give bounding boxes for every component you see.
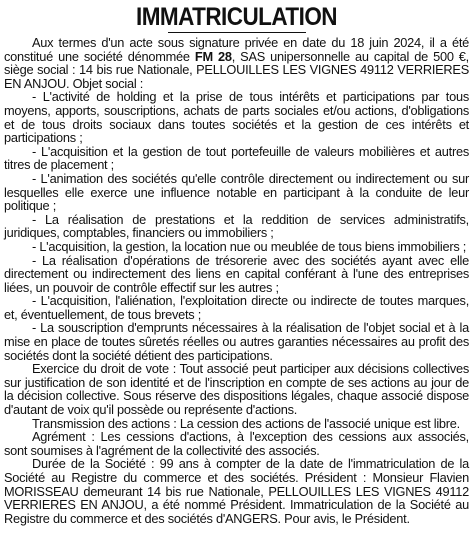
object-item-services: - La réalisation de prestations et la reddition de services administratifs, juridiques, comptables, financiers ou immobiliers ; bbox=[4, 211, 469, 241]
object-item-portfolio: - L'acquisition et la gestion de tout portefeuille de valeurs mobilières et autres titres de placement ; bbox=[4, 143, 469, 173]
object-item-real-estate: - L'acquisition, la gestion, la location nue ou meublée de tous biens immobiliers ; bbox=[32, 238, 467, 254]
clause-share-transfer: Transmission des actions : La cession des actions de l'associé unique est libre. bbox=[32, 415, 460, 431]
title-underline bbox=[168, 32, 306, 33]
object-item-holding: - L'activité de holding et la prise de tous intérêts et participations par tous moyens, apports, souscriptions, achats de parts sociales et/ou actions, d'obligations et de tous droits sociaux dans toutes sociétés et la gestion de ces intérêts et participations ; bbox=[4, 89, 469, 146]
intro-text-before: Aux termes d'un acte sous signature privée en date du 18 juin 2024, il a été constitué une société dénommée bbox=[4, 35, 469, 64]
clause-approval: Agrément : Les cessions d'actions, à l'exception des cessions aux associés, sont soumises à l'agrément de la collectivité des associés. bbox=[4, 429, 469, 458]
intro-text-after: , SAS unipersonnelle au capital de 500 €, siège social : 14 bis rue Nationale, PELLOUILLES LES VIGNES 49112 VERRIERES EN ANJOU. Objet social : bbox=[4, 48, 469, 91]
clause-voting-rights: Exercice du droit de vote : Tout associé peut participer aux décisions collectives sur justification de son identité et de l'inscription en compte de ses actions au jour de la décision collective. Sous réserve des dispositions légales, chaque associé dispose d'autant de voix qu'il possède ou représente d'actions. bbox=[4, 361, 469, 418]
object-item-loans: - La souscription d'emprunts nécessaires à la réalisation de l'objet social et à la mise en place de toutes sûretés réelles ou autres garanties nécessaires au profit des sociétés dont la société détient des participations. bbox=[4, 320, 469, 363]
company-name: FM 28 bbox=[194, 48, 232, 64]
notice-body bbox=[4, 36, 469, 525]
clause-duration-president: Durée de la Société : 99 ans à compter de la date de l'immatriculation de la Société au Registre du commerce et des sociétés. Président : Monsieur Flavien MORISSEAU demeurant 14 bis rue Nationale, PELLOUILLES LES VIGNES 49112 VERRIERES EN ANJOU, a été nommé Président. Immatriculation de la Société au Registre du commerce et des sociétés d'ANGERS. Pour avis, le Président. bbox=[4, 456, 469, 526]
intro-paragraph bbox=[4, 36, 469, 90]
object-item-animation: - L'animation des sociétés qu'elle contrôle directement ou indirectement ou sur lesquelles elle exerce une influence notable en participant à la conduite de leur politique ; bbox=[4, 170, 469, 214]
object-item-trademarks: - L'acquisition, l'aliénation, l'exploitation directe ou indirecte de toutes marques, et, éventuellement, de tous brevets ; bbox=[4, 293, 469, 322]
object-item-treasury: - La réalisation d'opérations de trésorerie avec des sociétés ayant avec elle directement ou indirectement des liens en capital conférant à l'une des entreprises liées, un pouvoir de contrôle effectif sur les autres ; bbox=[4, 252, 469, 295]
notice-title: IMMATRICULATION bbox=[135, 3, 338, 31]
